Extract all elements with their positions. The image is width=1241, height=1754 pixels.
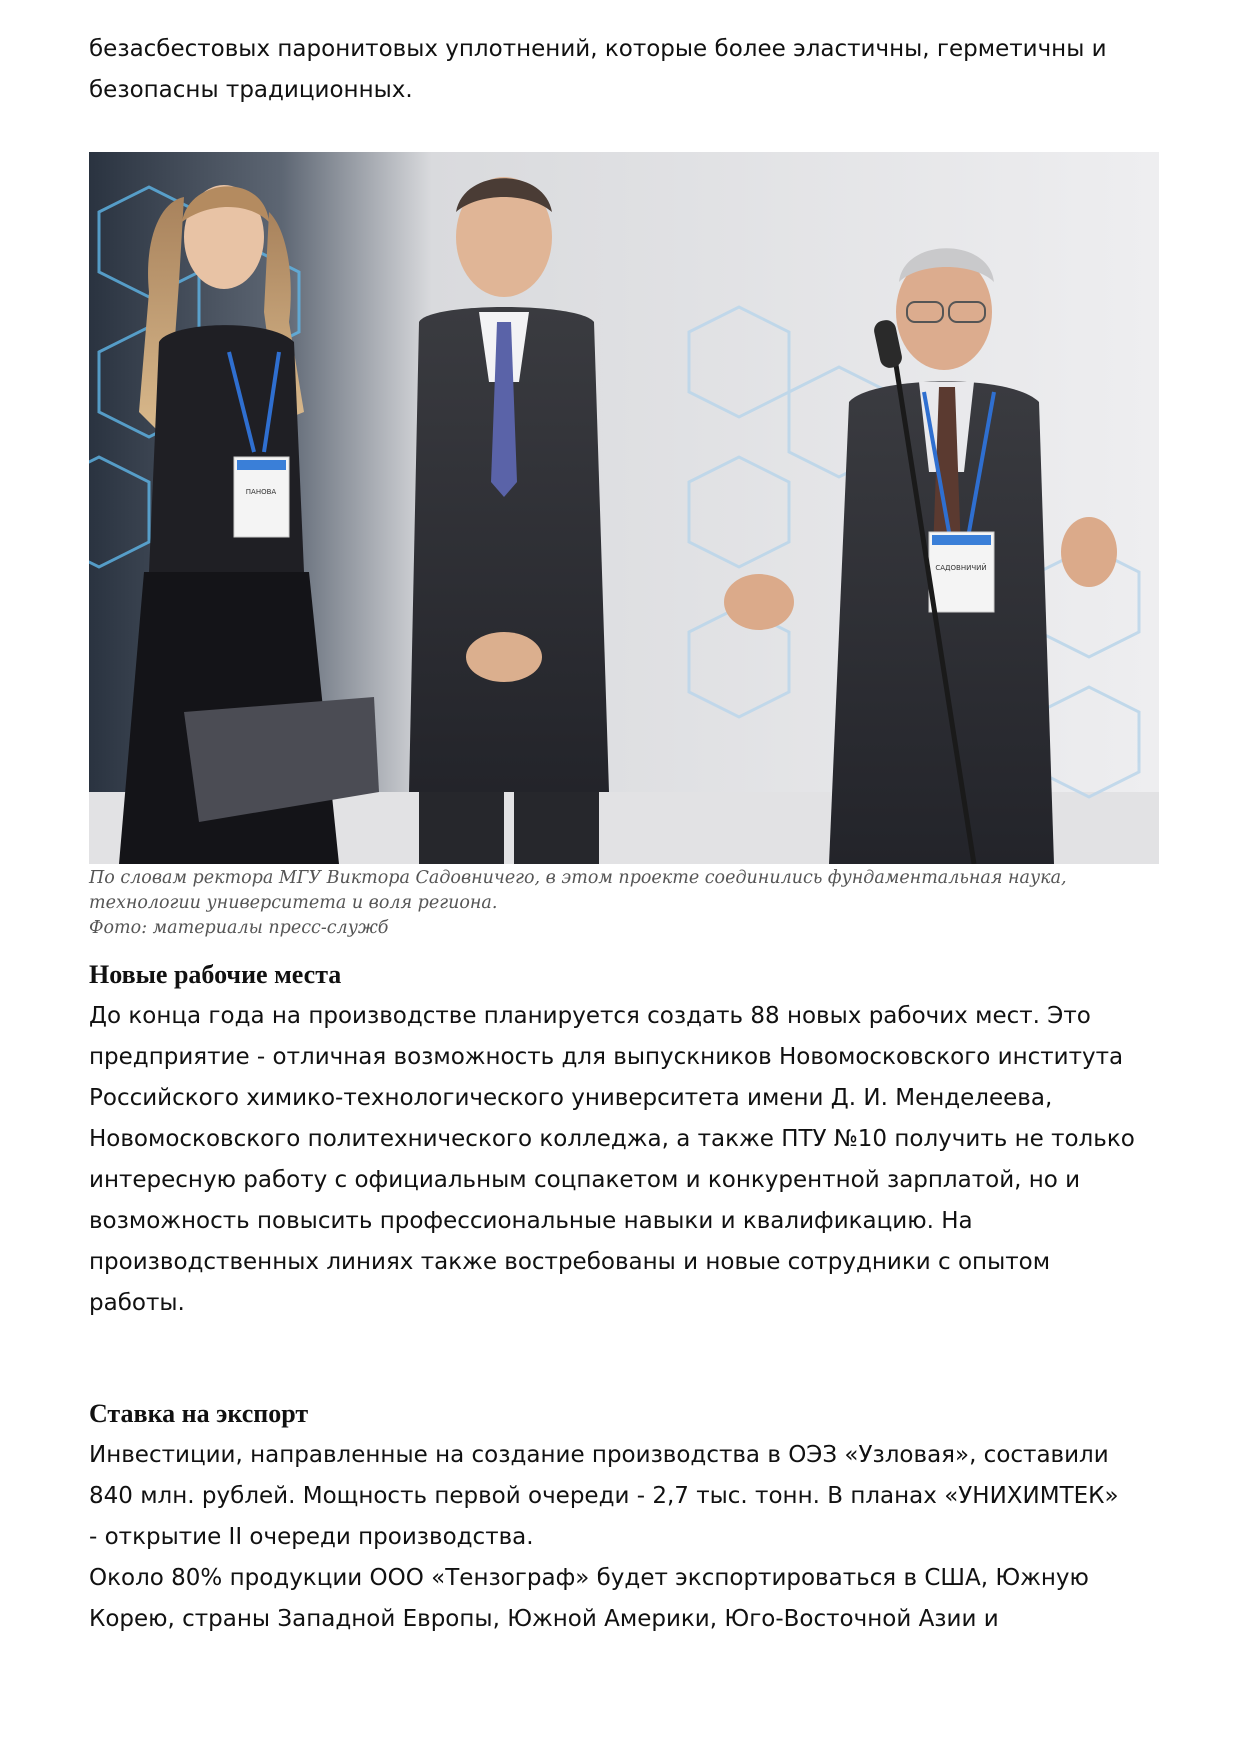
section-export bbox=[89, 1397, 1169, 1640]
paragraph-line: До конца года на производстве планируется создать 88 новых рабочих мест. Это bbox=[89, 1003, 1091, 1029]
intro-paragraph bbox=[89, 29, 1169, 111]
caption-line: По словам ректора МГУ Виктора Садовничего, в этом проекте соединились фундаментальная наука, bbox=[89, 868, 1067, 888]
paragraph-line: интересную работу с официальным соцпакетом и конкурентной зарплатой, но и bbox=[89, 1167, 1081, 1193]
paragraph-line: - открытие II очереди производства. bbox=[89, 1524, 534, 1550]
caption-line: технологии университета и воля региона. bbox=[89, 893, 498, 913]
paragraph-line: Российского химико-технологического университета имени Д. И. Менделеева, bbox=[89, 1085, 1053, 1111]
section-heading: Ставка на экспорт bbox=[89, 1399, 309, 1428]
speaker-badge-text: САДОВНИЧИЙ bbox=[935, 564, 987, 572]
paragraph-line: предприятие - отличная возможность для выпускников Новомосковского института bbox=[89, 1044, 1124, 1070]
paragraph-line: 840 млн. рублей. Мощность первой очереди - 2,7 тыс. тонн. В планах «УНИХИМТЕК» bbox=[89, 1483, 1119, 1509]
event-photo bbox=[89, 152, 1159, 864]
paragraph-line: работы. bbox=[89, 1290, 185, 1316]
photo-caption bbox=[89, 866, 1189, 941]
paragraph-line: производственных линиях также востребованы и новые сотрудники с опытом bbox=[89, 1249, 1051, 1275]
intro-line: безопасны традиционных. bbox=[89, 77, 413, 103]
paragraph-line: Корею, страны Западной Европы, Южной Америки, Юго-Восточной Азии и bbox=[89, 1606, 999, 1632]
section-heading: Новые рабочие места bbox=[89, 960, 342, 989]
paragraph-line: возможность повысить профессиональные навыки и квалификацию. На bbox=[89, 1208, 973, 1234]
photo-credit: Фото: материалы пресс-служб bbox=[89, 918, 389, 938]
paragraph-line: Новомосковского политехнического колледжа, а также ПТУ №10 получить не только bbox=[89, 1126, 1135, 1152]
paragraph-line: Инвестиции, направленные на создание производства в ОЭЗ «Узловая», составили bbox=[89, 1442, 1109, 1468]
intro-line: безасбестовых паронитовых уплотнений, которые более эластичны, герметичны и bbox=[89, 36, 1107, 62]
paragraph-line: Около 80% продукции ООО «Тензограф» будет экспортироваться в США, Южную bbox=[89, 1565, 1089, 1591]
woman-badge-text: ПАНОВА bbox=[245, 488, 277, 496]
section-new-jobs bbox=[89, 958, 1169, 1324]
